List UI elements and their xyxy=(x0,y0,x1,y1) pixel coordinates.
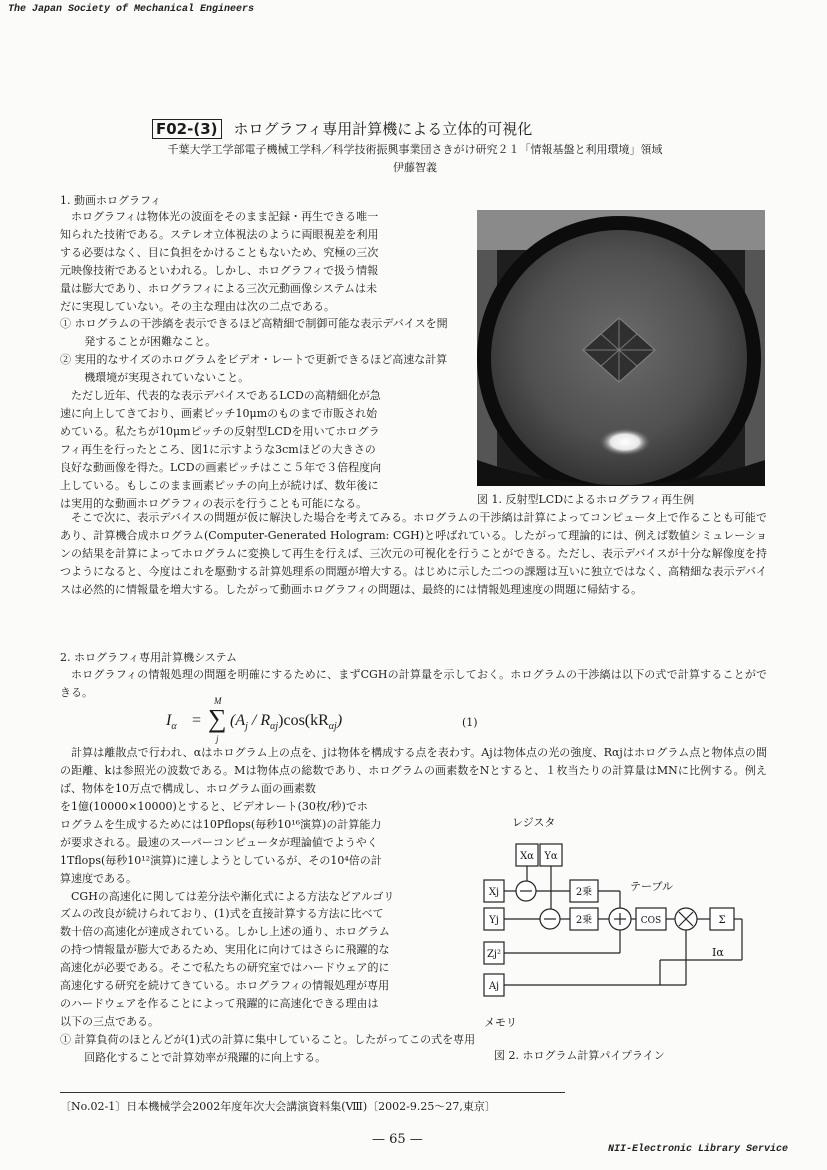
s2-intro: ホログラフィの情報処理の問題を明確にするために、まずCGHの計算量を示しておく。ホログラムの干渉縞は以下の式で計算することができる。 xyxy=(60,668,767,699)
s2-line-6: CGHの高速化に関しては差分法や漸化式による方法などアルゴリ xyxy=(60,889,395,903)
memory-label: メモリ xyxy=(484,1016,517,1029)
input-zj-label: Zj² xyxy=(486,949,502,960)
s1-line-7: ただし近年、代表的な表示デバイスであるLCDの高精細化が急 xyxy=(71,389,381,403)
square1-label: 2乗 xyxy=(575,887,593,898)
s2-line-11: 高速化する研究を続けてきている。ホログラフィの情報処理が専用 xyxy=(60,979,390,993)
s2-line-5: 算速度である。 xyxy=(60,871,137,885)
paper-title: ホログラフィ専用計算機による立体的可視化 xyxy=(233,120,533,138)
figure1-caption: 図 1. 反射型LCDによるホログラフィ再生例 xyxy=(477,493,695,506)
eq-lhs: $I_\alpha$ xyxy=(166,712,177,733)
s1-item-2: ② 実用的なサイズのホログラムをビデオ・レートで更新できるほど高速な計算機環境が実現されていないこと。 xyxy=(60,353,448,385)
section1-heading: 1. 動画ホログラフィ xyxy=(60,194,162,207)
s1-line-10: フィ再生を行ったところ、図1に示すような3cmほどの大きさの xyxy=(60,442,376,456)
s1-line-11: 良好な動画像を得た。LCDの画素ピッチはここ５年で３倍程度向 xyxy=(60,460,382,474)
s1-line-3: する必要はなく、目に負担をかけることもないため、究極の三次 xyxy=(60,245,379,259)
section2-heading: 2. ホログラフィ専用計算機システム xyxy=(60,651,238,664)
s2-para2: 計算は離散点で行われ、αはホログラム上の点を、jは物体を構成する点を表わす。Ajは物体点の光の強度、Rαjはホログラム点と物体点の間の距離、kは参照光の波数である。Mは物体点の総数であり、ホログラムの画素数をNとすると、１枚当たりの計算量はMNに比例する。例えば、物体を10万点で構成し、ホログラム面の画素数 xyxy=(60,746,767,795)
equation-number: (1) xyxy=(462,716,478,729)
society-header: The Japan Society of Mechanical Engineers xyxy=(8,4,255,15)
s1-line-1: ホログラフィは物体光の波面をそのまま記録・再生できる唯一 xyxy=(71,210,379,223)
s2-item-1: ① 計算負荷のほとんどが(1)式の計算に集中していること。したがってこの式を専用回路化することで計算効率が飛躍的に向上する。 xyxy=(60,1032,476,1064)
s2-line-4: 1Tflops(毎秒10¹²演算)に達しようとしているが、その10⁴倍の計 xyxy=(60,853,382,867)
hologram-reconstruction-image xyxy=(477,210,765,486)
input-aj-label: Aj xyxy=(488,981,500,992)
eq-body: $(A_j / R_{\alpha j})\cos(kR_{\alpha j})$ xyxy=(230,712,343,733)
pipeline-svg xyxy=(478,808,768,1078)
s2-line-3: が要求される。最速のスーパーコンピュータが理論値でようやく xyxy=(60,835,378,849)
eq-equals: = xyxy=(192,712,202,729)
paper-code: F02-(3) xyxy=(152,119,222,139)
s2-line-12: のハードウェアを作ることによって飛躍的に高速化できる理由は xyxy=(60,996,379,1010)
reg-ya-label: Yα xyxy=(544,851,558,862)
s1-line-6: だに実現していない。その主な理由は次の二点である。 xyxy=(60,299,335,313)
reg-xa-label: Xα xyxy=(520,851,534,862)
input-yj-label: Yj xyxy=(489,915,499,926)
s2-line-13: 以下の三点である。 xyxy=(60,1014,159,1028)
s2-line-1: を1億(10000×10000)とすると、ビデオレート(30枚/秒)でホ xyxy=(60,800,368,813)
equation-1 xyxy=(166,696,506,744)
author: 伊藤智義 xyxy=(393,161,437,174)
s1-line-13: は実用的な動画ホログラフィの表示を行うことも可能になる。 xyxy=(60,496,368,510)
figure2-diagram xyxy=(478,808,768,1078)
eq-sum-sign: ∑ xyxy=(208,704,227,733)
section1-column xyxy=(60,208,455,512)
output-label: Iα xyxy=(712,946,724,959)
s1-line-8: 速に向上してきており、画素ピッチ10μmのものまで市販され始 xyxy=(60,406,378,420)
s2-line-2: ログラムを生成するためには10Pflops(毎秒10¹⁶演算)の計算能力 xyxy=(60,817,382,831)
s1-full-paragraph: そこで次に、表示デバイスの問題が仮に解決した場合を考えてみる。ホログラムの干渉縞は計算によってコンピュータ上で作ることも可能であり、計算機合成ホログラム(Computer-Generated Hologram: CGH)と呼ばれている。したがって理論的には、例えば数値シミュレーションの結果を計算によってホログラムに変換して再生を行えば、三次元の可視化を行うことができる。ただし、表示デバイスが十分な解像度を持つようになると、今度はこれを駆動する計算処理系の問題が増大する。はじめに示した二つの課題は互いに独立ではなく、高精細な表示デバイスは必然的に情報量を増大する。したがって動画ホログラフィの問題は、最終的には情報処理速度の問題に帰結する。 xyxy=(60,511,767,596)
square2-label: 2乗 xyxy=(575,915,593,926)
s1-line-4: 元映像技術であるといわれる。しかし、ホログラフィで扱う情報 xyxy=(60,263,379,277)
s2-line-8: 数十倍の高速化が達成されている。しかし上述の通り、ホログラム xyxy=(60,925,390,939)
s1-item-1: ① ホログラムの干渉縞を表示できるほど高精細で制御可能な表示デバイスを開発することが困難なこと。 xyxy=(60,317,448,349)
s1-line-2: 知られた技術である。ステレオ立体視法のように両眼視差を利用 xyxy=(60,227,379,241)
affiliation: 千葉大学工学部電子機械工学科／科学技術振興事業団さきがけ研究２１「情報基盤と利用環境」領域 xyxy=(167,143,663,156)
footer-citation: 〔No.02-1〕日本機械学会2002年度年次大会講演資料集(Ⅷ)〔2002-9.25〜27,東京〕 xyxy=(60,1100,496,1113)
sigma-label: Σ xyxy=(718,915,726,926)
s2-line-7: ズムの改良が続けられており、(1)式を直接計算する方法に比べて xyxy=(60,907,384,921)
eq-sum-top: M xyxy=(214,696,222,706)
table-label: テーブル xyxy=(630,880,674,893)
register-label: レジスタ xyxy=(512,816,556,829)
s2-line-10: 高速化が必要である。そこで私たちの研究室ではハードウェア的に xyxy=(60,961,390,975)
s1-line-9: めている。私たちが10μmピッチの反射型LCDを用いてホログラ xyxy=(60,424,380,438)
footer-rule xyxy=(60,1092,565,1093)
s1-line-12: 上している。もしこのまま画素ピッチの向上が続けば、数年後に xyxy=(60,478,379,492)
s2-line-9: の持つ情報量が膨大であるため、実用化に向けてはさらに飛躍的な xyxy=(60,943,390,957)
figure1-photo xyxy=(477,210,765,486)
cos-label: COS xyxy=(640,916,662,926)
figure2-caption: 図 2. ホログラム計算パイプライン xyxy=(494,1049,665,1062)
title-block xyxy=(152,118,532,139)
page-number: — 65 — xyxy=(372,1132,423,1147)
nii-service-label: NII-Electronic Library Service xyxy=(608,1144,789,1155)
input-xj-label: Xj xyxy=(488,887,500,898)
eq-sum-bottom: j xyxy=(216,734,219,744)
s1-line-5: 量は膨大であり、ホログラフィによる三次元動画像システムは未 xyxy=(60,281,378,295)
section2-column xyxy=(60,798,476,1067)
